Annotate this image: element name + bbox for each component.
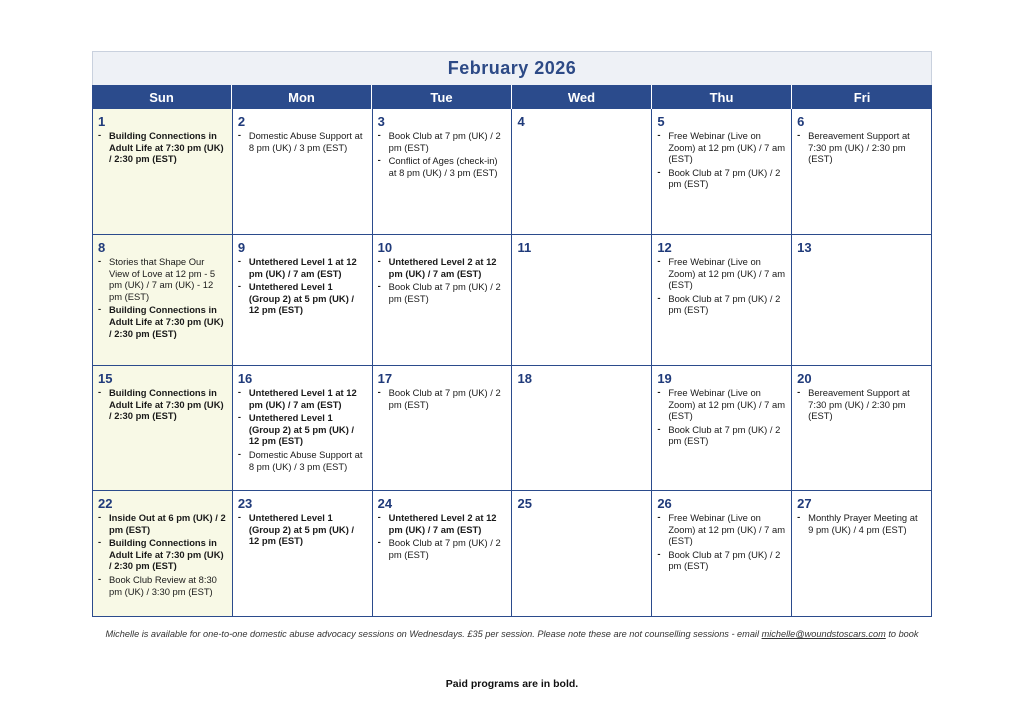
day-cell[interactable]: [792, 109, 932, 234]
paid-event[interactable]: - Untethered Level 2 at 12 pm (UK) / 7 am (EST): [378, 512, 506, 535]
paid-event[interactable]: - Building Connections in Adult Life at 7:30 pm (UK) / 2:30 pm (EST): [98, 537, 226, 572]
event[interactable]: - Domestic Abuse Support at 8 pm (UK) / 3 pm (EST): [238, 449, 366, 472]
day-number: 4: [517, 114, 525, 129]
week-row: [93, 235, 932, 366]
day-number: 5: [657, 114, 665, 129]
weekday-header-sun: Sun: [92, 85, 232, 109]
weekday-header-mon: Mon: [232, 85, 372, 109]
day-number: 17: [377, 371, 393, 386]
paid-event[interactable]: - Untethered Level 2 at 12 pm (UK) / 7 am (EST): [378, 256, 506, 279]
day-cell[interactable]: [373, 235, 513, 365]
weekday-header-row: [92, 85, 932, 109]
day-number: 9: [237, 240, 246, 255]
event[interactable]: - Free Webinar (Live on Zoom) at 12 pm (UK) / 7 am (EST): [657, 256, 785, 291]
paid-event[interactable]: - Untethered Level 1 (Group 2) at 5 pm (UK) / 12 pm (EST): [238, 412, 366, 447]
day-number: 2: [237, 114, 246, 129]
day-cell[interactable]: [373, 109, 513, 234]
day-number: 27: [797, 496, 812, 511]
calendar-title: February 2026: [447, 58, 577, 78]
event[interactable]: - Book Club at 7 pm (UK) / 2 pm (EST): [657, 549, 785, 572]
day-cell[interactable]: [233, 109, 373, 234]
week-row: [93, 366, 932, 491]
calendar-title-bar: [92, 51, 932, 85]
week-row: [93, 491, 932, 617]
event[interactable]: - Stories that Shape Our View of Love at 12 pm - 5 pm (UK) / 7 am (UK) - 12 pm (EST): [98, 256, 226, 302]
event[interactable]: - Book Club at 7 pm (UK) / 2 pm (EST): [657, 167, 785, 190]
event[interactable]: - Book Club at 7 pm (UK) / 2 pm (EST): [378, 387, 506, 410]
day-cell[interactable]: [93, 109, 233, 234]
day-cell[interactable]: [233, 235, 373, 365]
day-number: 24: [377, 496, 393, 511]
day-number: 8: [98, 240, 106, 255]
day-number: 1: [98, 114, 106, 129]
paid-event[interactable]: - Untethered Level 1 at 12 pm (UK) / 7 am (EST): [238, 387, 366, 410]
event[interactable]: - Bereavement Support at 7:30 pm (UK) / 2:30 pm (EST): [797, 130, 925, 165]
weekday-header-thu: Thu: [652, 85, 792, 109]
day-cell[interactable]: [512, 235, 652, 365]
day-number: 13: [797, 240, 812, 255]
paid-event[interactable]: - Building Connections in Adult Life at 7:30 pm (UK) / 2:30 pm (EST): [98, 387, 226, 422]
event[interactable]: - Free Webinar (Live on Zoom) at 12 pm (UK) / 7 am (EST): [657, 512, 785, 547]
day-cell[interactable]: [652, 491, 792, 616]
weekday-header-fri: Fri: [853, 89, 871, 105]
day-number: 12: [657, 240, 672, 255]
weekday-header-wed: Wed: [512, 85, 652, 109]
day-cell[interactable]: [792, 366, 932, 490]
calendar: [92, 51, 932, 617]
day-number: 16: [237, 371, 253, 386]
day-number: 3: [377, 114, 385, 129]
paid-event[interactable]: - Building Connections in Adult Life at 7:30 pm (UK) / 2:30 pm (EST): [98, 304, 226, 339]
paid-event[interactable]: - Inside Out at 6 pm (UK) / 2 pm (EST): [98, 512, 226, 535]
event[interactable]: - Book Club at 7 pm (UK) / 2 pm (EST): [378, 130, 506, 153]
event[interactable]: - Book Club at 7 pm (UK) / 2 pm (EST): [378, 537, 506, 560]
event[interactable]: - Conflict of Ages (check-in) at 8 pm (UK) / 3 pm (EST): [378, 155, 506, 178]
day-cell[interactable]: [373, 366, 513, 490]
day-number: 15: [98, 371, 113, 386]
event[interactable]: - Book Club at 7 pm (UK) / 2 pm (EST): [657, 424, 785, 447]
paid-event[interactable]: - Building Connections in Adult Life at 7:30 pm (UK) / 2:30 pm (EST): [98, 130, 226, 165]
day-cell[interactable]: [233, 491, 373, 616]
event[interactable]: - Monthly Prayer Meeting at 9 pm (UK) / 4 pm (EST): [797, 512, 925, 535]
day-cell[interactable]: [93, 235, 233, 365]
paid-event[interactable]: - Untethered Level 1 at 12 pm (UK) / 7 am (EST): [238, 256, 366, 279]
day-cell[interactable]: [652, 235, 792, 365]
day-number: 6: [797, 114, 805, 129]
week-row: [93, 109, 932, 235]
day-cell[interactable]: [792, 235, 932, 365]
advocacy-note-tail: to book: [885, 629, 919, 639]
day-number: 11: [517, 240, 532, 255]
calendar-grid: [92, 109, 932, 617]
advocacy-note: [0, 629, 1024, 639]
day-number: 23: [237, 496, 253, 511]
event[interactable]: - Free Webinar (Live on Zoom) at 12 pm (UK) / 7 am (EST): [657, 130, 785, 165]
day-cell[interactable]: [512, 366, 652, 490]
event[interactable]: - Bereavement Support at 7:30 pm (UK) / 2:30 pm (EST): [797, 387, 925, 422]
paid-programs-footer: Paid programs are in bold.: [445, 678, 579, 690]
paid-event[interactable]: - Untethered Level 1 (Group 2) at 5 pm (UK) / 12 pm (EST): [238, 281, 366, 316]
day-number: 26: [657, 496, 672, 511]
day-cell[interactable]: [792, 491, 932, 616]
day-cell[interactable]: [512, 491, 652, 616]
event[interactable]: - Free Webinar (Live on Zoom) at 12 pm (UK) / 7 am (EST): [657, 387, 785, 422]
event[interactable]: - Domestic Abuse Support at 8 pm (UK) / 3 pm (EST): [238, 130, 366, 153]
day-cell[interactable]: [652, 366, 792, 490]
day-number: 19: [657, 371, 672, 386]
day-cell[interactable]: [652, 109, 792, 234]
day-number: 22: [98, 496, 113, 511]
day-cell[interactable]: [233, 366, 373, 490]
day-cell[interactable]: [93, 491, 233, 616]
day-number: 20: [797, 371, 812, 386]
contact-email-link[interactable]: michelle@woundstoscars.com: [761, 629, 886, 639]
advocacy-note-text: Michelle is available for one-to-one domestic abuse advocacy sessions on Wednesdays. £35 per session. Please note these are not counselling sessions - email: [105, 629, 762, 639]
day-cell[interactable]: [93, 366, 233, 490]
day-number: 25: [517, 496, 532, 511]
day-cell[interactable]: [373, 491, 513, 616]
day-cell[interactable]: [512, 109, 652, 234]
paid-event[interactable]: - Untethered Level 1 (Group 2) at 5 pm (UK) / 12 pm (EST): [238, 512, 366, 547]
weekday-header-tue: Tue: [372, 85, 512, 109]
event[interactable]: - Book Club at 7 pm (UK) / 2 pm (EST): [378, 281, 506, 304]
event[interactable]: - Book Club Review at 8:30 pm (UK) / 3:30 pm (EST): [98, 574, 226, 597]
day-number: 10: [377, 240, 393, 255]
day-number: 18: [517, 371, 532, 386]
event[interactable]: - Book Club at 7 pm (UK) / 2 pm (EST): [657, 293, 785, 316]
